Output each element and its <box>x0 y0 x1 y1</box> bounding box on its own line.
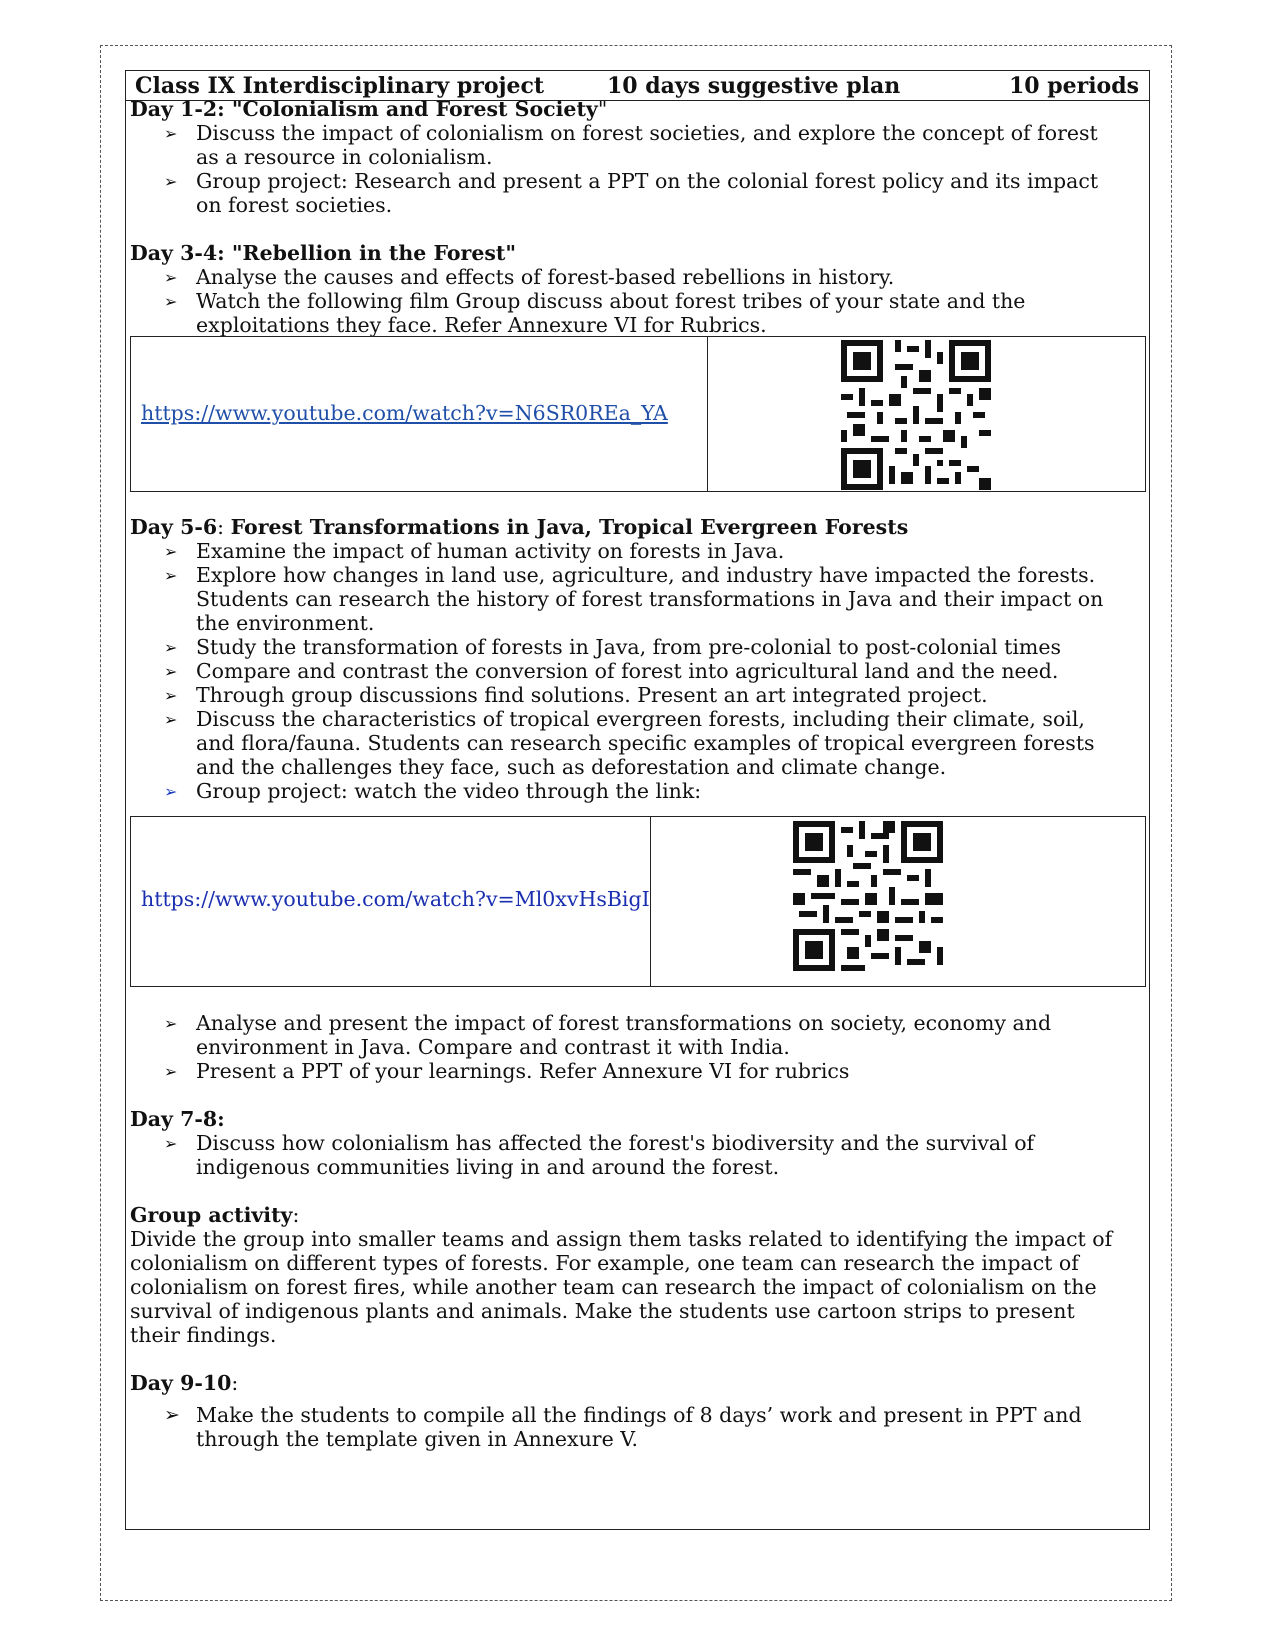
arrow-bullet-icon: ➢ <box>164 292 178 311</box>
group-activity-text-line-3: colonialism on forest fires, while another team can research the impact of colonialism on the <box>130 1275 1097 1299</box>
header-plan: 10 days suggestive plan <box>607 73 901 99</box>
group-activity-text-line-2: colonialism on different types of forests. For example, one team can research the impact of <box>130 1251 1079 1275</box>
day12-item-2-line-2: on forest societies. <box>196 193 393 217</box>
group-activity-heading: Group activity: <box>130 1203 300 1227</box>
day56-item-8-line-1: Analyse and present the impact of forest transformations on society, economy and <box>196 1011 1052 1035</box>
day78-item-1-line-1: Discuss how colonialism has affected the forest's biodiversity and the survival of <box>196 1131 1035 1155</box>
day56-item-5: Through group discussions find solutions. Present an art integrated project. <box>196 683 988 707</box>
day56-item-2-line-1: Explore how changes in land use, agriculture, and industry have impacted the forests. <box>196 563 1096 587</box>
day910-item-1-line-2: through the template given in Annexure V. <box>196 1427 638 1451</box>
arrow-bullet-icon: ➢ <box>164 710 178 729</box>
day56-item-4: Compare and contrast the conversion of forest into agricultural land and the need. <box>196 659 1059 683</box>
day12-item-1-line-2: as a resource in colonialism. <box>196 145 493 169</box>
day34-item-2-line-2: exploitations they face. Refer Annexure VI for Rubrics. <box>196 313 767 337</box>
day56-item-9: Present a PPT of your learnings. Refer Annexure VI for rubrics <box>196 1059 850 1083</box>
day12-heading: Day 1-2: "Colonialism and Forest Society" <box>130 97 608 121</box>
day78-heading: Day 7-8: <box>130 1107 225 1131</box>
day56-item-1: Examine the impact of human activity on forests in Java. <box>196 539 785 563</box>
group-activity-text-line-5: their findings. <box>130 1323 277 1347</box>
arrow-bullet-icon: ➢ <box>164 566 178 585</box>
arrow-bullet-icon: ➢ <box>164 1014 178 1033</box>
day56-item-6-line-3: and the challenges they face, such as deforestation and climate change. <box>196 755 947 779</box>
day56-item-8-line-2: environment in Java. Compare and contrast it with India. <box>196 1035 790 1059</box>
arrow-bullet-icon: ➢ <box>164 782 178 801</box>
arrow-bullet-icon: ➢ <box>164 542 178 561</box>
group-activity-text-line-4: survival of indigenous plants and animals. Make the students use cartoon strips to present <box>130 1299 1075 1323</box>
header-class: Class IX Interdisciplinary project <box>135 73 545 99</box>
arrow-bullet-icon: ➢ <box>164 686 178 705</box>
arrow-bullet-icon: ➢ <box>164 124 178 143</box>
arrow-bullet-icon: ➢ <box>164 1062 178 1081</box>
header-periods: 10 periods <box>1008 73 1139 99</box>
day34-video-link[interactable]: https://www.youtube.com/watch?v=N6SR0REa_YA <box>141 401 668 425</box>
day56-item-6-line-2: and flora/fauna. Students can research specific examples of tropical evergreen forests <box>196 731 1095 755</box>
arrow-bullet-icon: ➢ <box>164 1404 180 1426</box>
group-activity-text-line-1: Divide the group into smaller teams and assign them tasks related to identifying the impact of <box>130 1227 1113 1251</box>
arrow-bullet-icon: ➢ <box>164 1134 178 1153</box>
day56-video-link[interactable]: https://www.youtube.com/watch?v=Ml0xvHsBigI <box>141 887 650 911</box>
day910-heading: Day 9-10: <box>130 1371 239 1395</box>
day34-item-1: Analyse the causes and effects of forest-based rebellions in history. <box>196 265 895 289</box>
day34-item-2-line-1: Watch the following film Group discuss about forest tribes of your state and the <box>196 289 1026 313</box>
day12-item-2-line-1: Group project: Research and present a PPT on the colonial forest policy and its impact <box>196 169 1099 193</box>
day56-item-2-line-3: the environment. <box>196 611 375 635</box>
arrow-bullet-icon: ➢ <box>164 638 178 657</box>
arrow-bullet-icon: ➢ <box>164 662 178 681</box>
day56-video-box <box>130 816 1146 987</box>
plan-table <box>125 70 1150 1530</box>
day56-item-3: Study the transformation of forests in Java, from pre-colonial to post-colonial times <box>196 635 1062 659</box>
arrow-bullet-icon: ➢ <box>164 172 178 191</box>
qr-code-icon <box>841 340 991 490</box>
day34-video-box <box>130 336 1146 492</box>
day910-item-1-line-1: Make the students to compile all the findings of 8 days’ work and present in PPT and <box>196 1403 1082 1427</box>
day78-item-1-line-2: indigenous communities living in and around the forest. <box>196 1155 780 1179</box>
day34-heading: Day 3-4: "Rebellion in the Forest" <box>130 241 517 265</box>
day56-heading: Day 5-6: Forest Transformations in Java, Tropical Evergreen Forests <box>130 515 909 539</box>
qr-code-icon <box>793 821 943 971</box>
day56-item-2-line-2: Students can research the history of forest transformations in Java and their impact on <box>196 587 1104 611</box>
day12-item-1-line-1: Discuss the impact of colonialism on forest societies, and explore the concept of forest <box>196 121 1098 145</box>
arrow-bullet-icon: ➢ <box>164 268 178 287</box>
day56-item-7: Group project: watch the video through the link: <box>196 779 702 803</box>
day56-item-6-line-1: Discuss the characteristics of tropical evergreen forests, including their climate, soil, <box>196 707 1085 731</box>
